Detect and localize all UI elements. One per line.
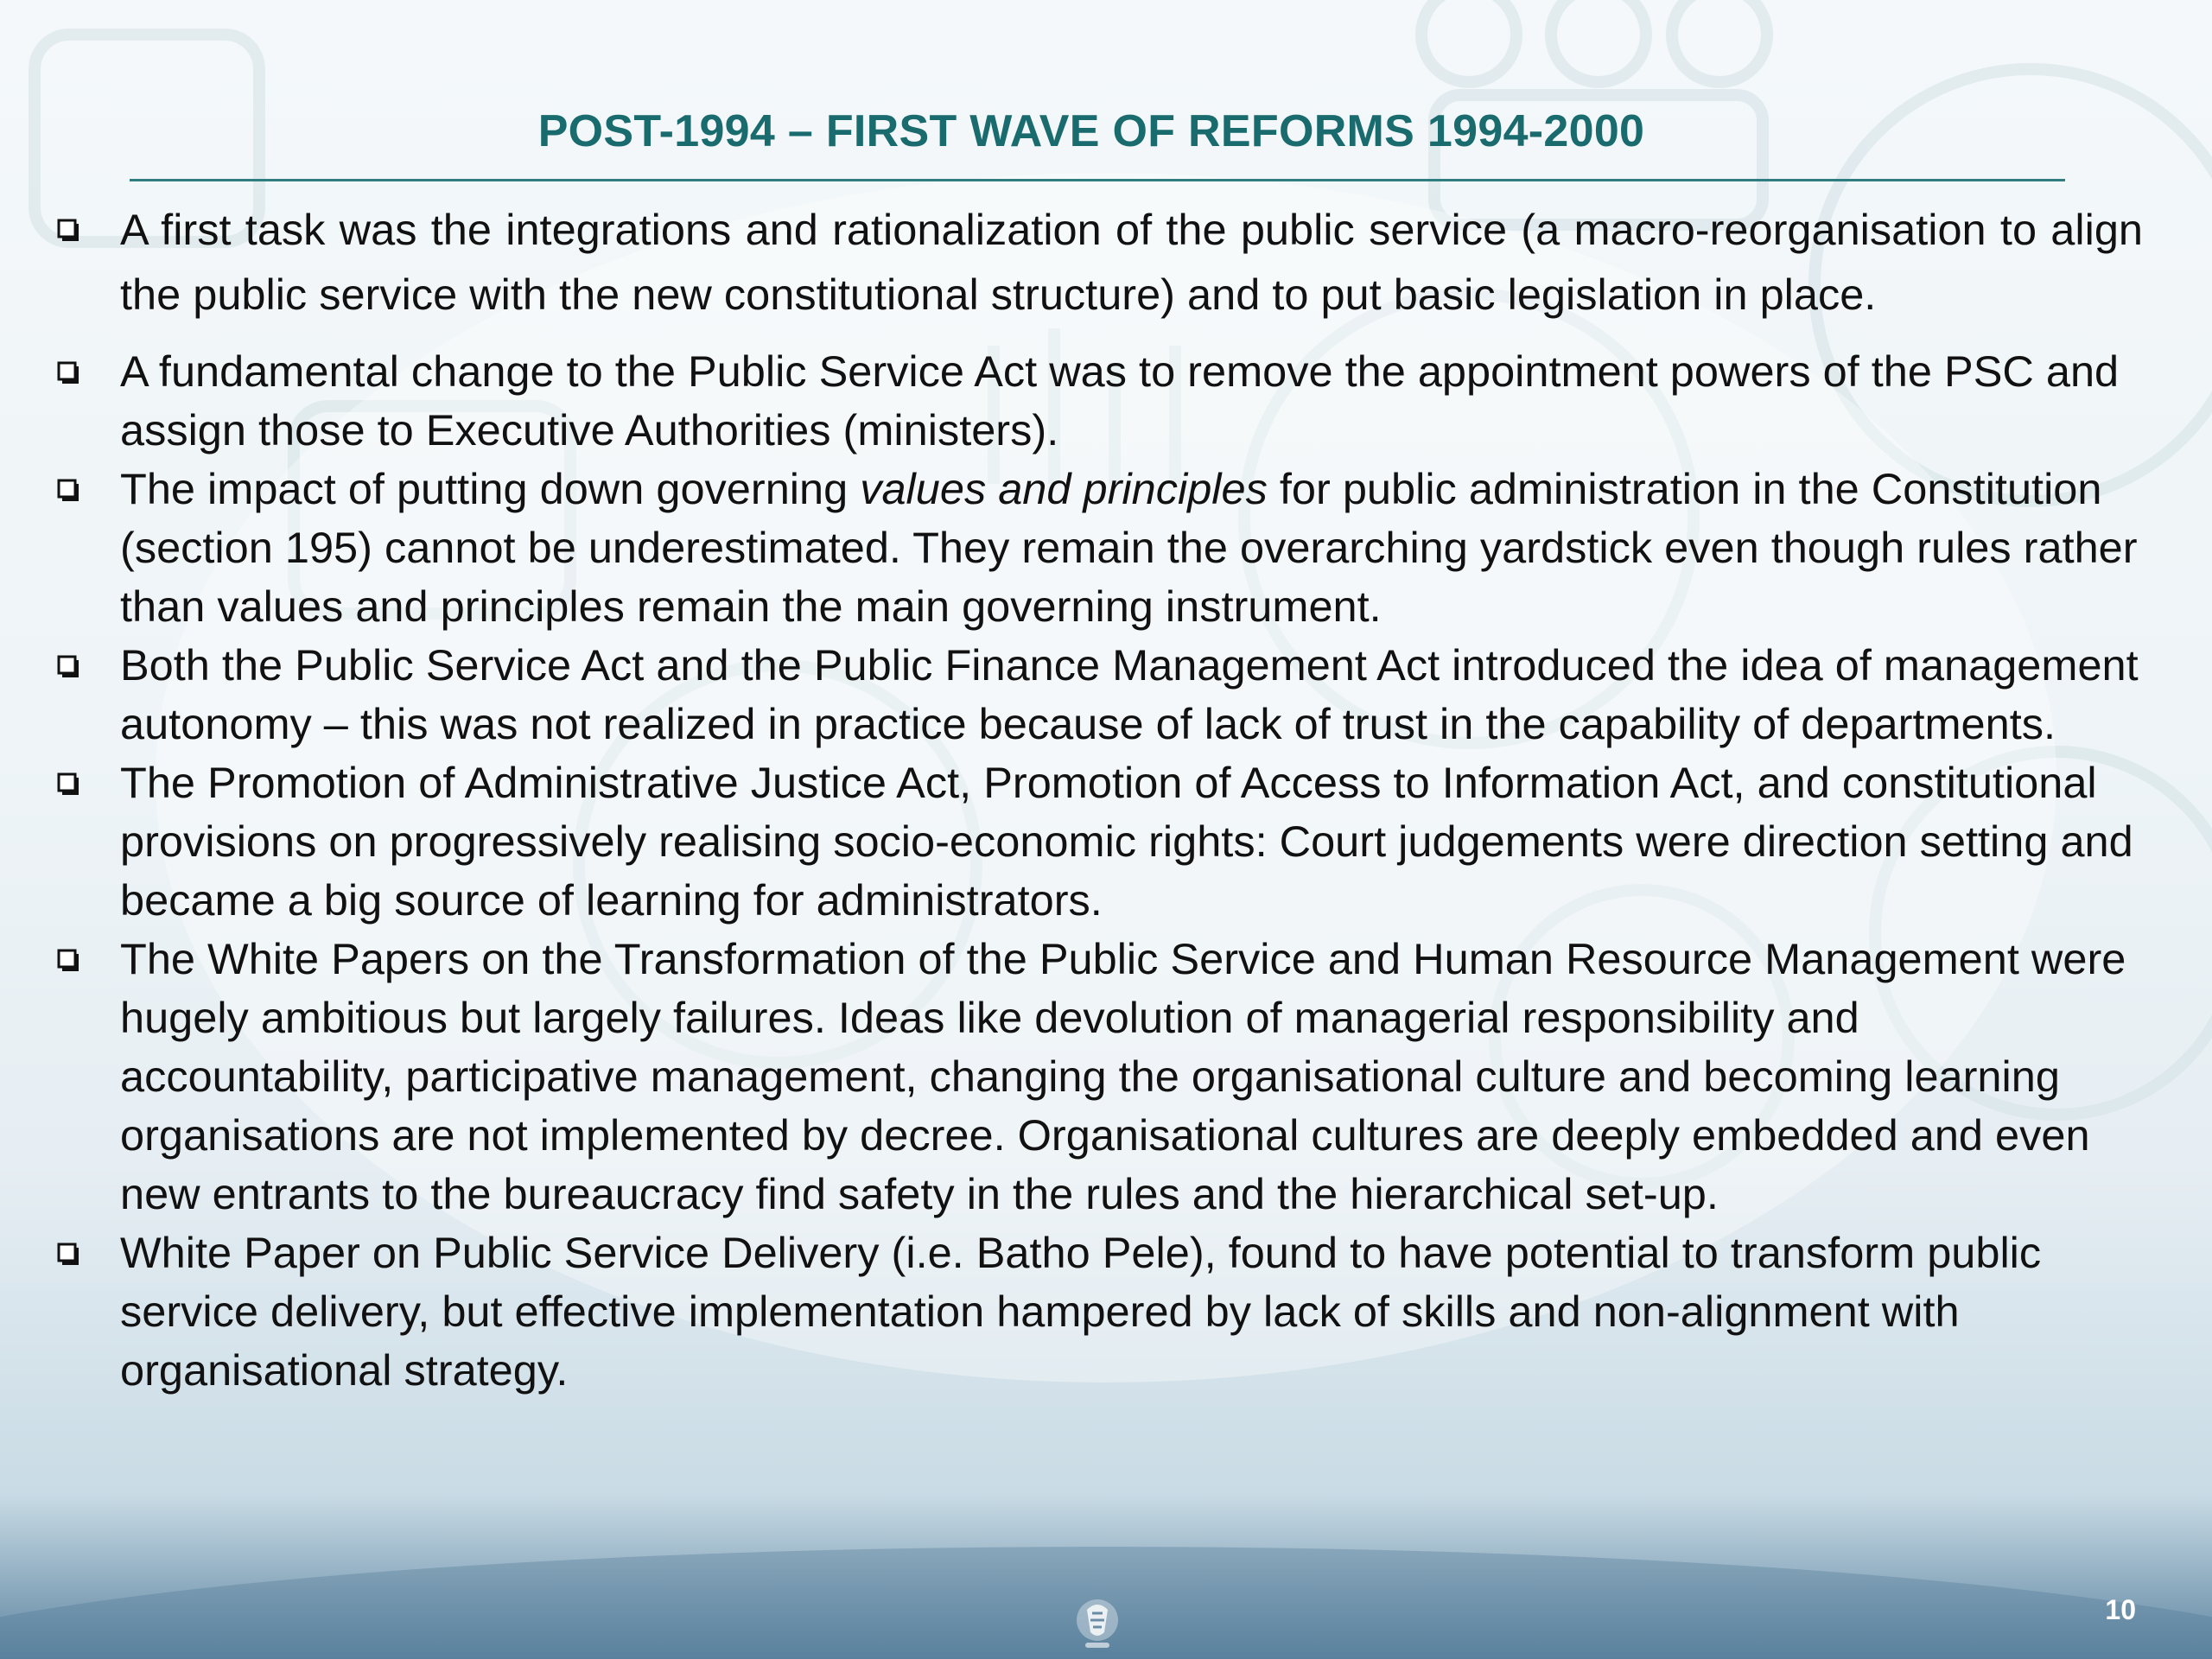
logo-emblem-icon: [1070, 1594, 1125, 1655]
checkbox-bullet-icon: [57, 949, 79, 971]
title-underline: [130, 179, 2065, 181]
page-number: 10: [2105, 1594, 2136, 1625]
bullet-item-values-principles: [52, 460, 2143, 636]
bullet-text: A first task was the integrations and rationalization of the public service (a macro-reorganisation to align the public service with the new constitutional structure) and to put basic legislation in place.: [120, 205, 2143, 319]
bullet-item-batho-pele: [52, 1224, 2143, 1400]
bullet-item-white-papers: [52, 930, 2143, 1224]
slide-title: POST-1994 – FIRST WAVE OF REFORMS 1994-2000: [537, 106, 1645, 156]
bullet-text: The Promotion of Administrative Justice Act, Promotion of Access to Information Act, and constitutional provisions on progressively realising socio-economic rights: Court judgements were direction setting and became a big source of learning for administrators.: [120, 758, 2133, 925]
checkbox-bullet-icon: [57, 361, 79, 384]
bullet-list: [52, 197, 2143, 1400]
checkbox-bullet-icon: [57, 219, 79, 241]
bullet-text: Both the Public Service Act and the Public Finance Management Act introduced the idea of management autonomy – this was not realized in practice because of lack of trust in the capability of departments.: [120, 640, 2139, 748]
checkbox-bullet-icon: [57, 1243, 79, 1265]
bullet-item-integration: [52, 197, 2143, 327]
bullet-text-before: The impact of putting down governing: [120, 464, 861, 513]
bullet-text-emphasis: values and principles: [860, 464, 1268, 513]
bullet-text: White Paper on Public Service Delivery (i.e. Batho Pele), found to have potential to transform public service delivery, but effective implementation hampered by lack of skills and non-alignment with organisational strategy.: [120, 1228, 2042, 1395]
bullet-item-management-autonomy: [52, 636, 2143, 753]
bullet-text: The White Papers on the Transformation of the Public Service and Human Resource Management were hugely ambitious but largely failures. Ideas like devolution of managerial responsibility and accountability, participative management, changing the organisational culture and becoming learning organisations are not implemented by decree. Organisational cultures are deeply embedded and even new entrants to the bureaucracy find safety in the rules and the hierarchical set-up.: [120, 934, 2126, 1218]
bullet-text-after: for public administration in the Constitution (section 195) cannot be underestimated. They remain the overarching yardstick even though rules rather than values and principles remain the main governing instrument.: [120, 464, 2138, 631]
checkbox-bullet-icon: [57, 479, 79, 501]
bullet-item-public-service-act: [52, 342, 2143, 460]
checkbox-bullet-icon: [57, 655, 79, 677]
bullet-text: A fundamental change to the Public Service Act was to remove the appointment powers of the PSC and assign those to Executive Authorities (ministers).: [120, 346, 2120, 454]
checkbox-bullet-icon: [57, 772, 79, 795]
bullet-item-administrative-justice: [52, 753, 2143, 930]
